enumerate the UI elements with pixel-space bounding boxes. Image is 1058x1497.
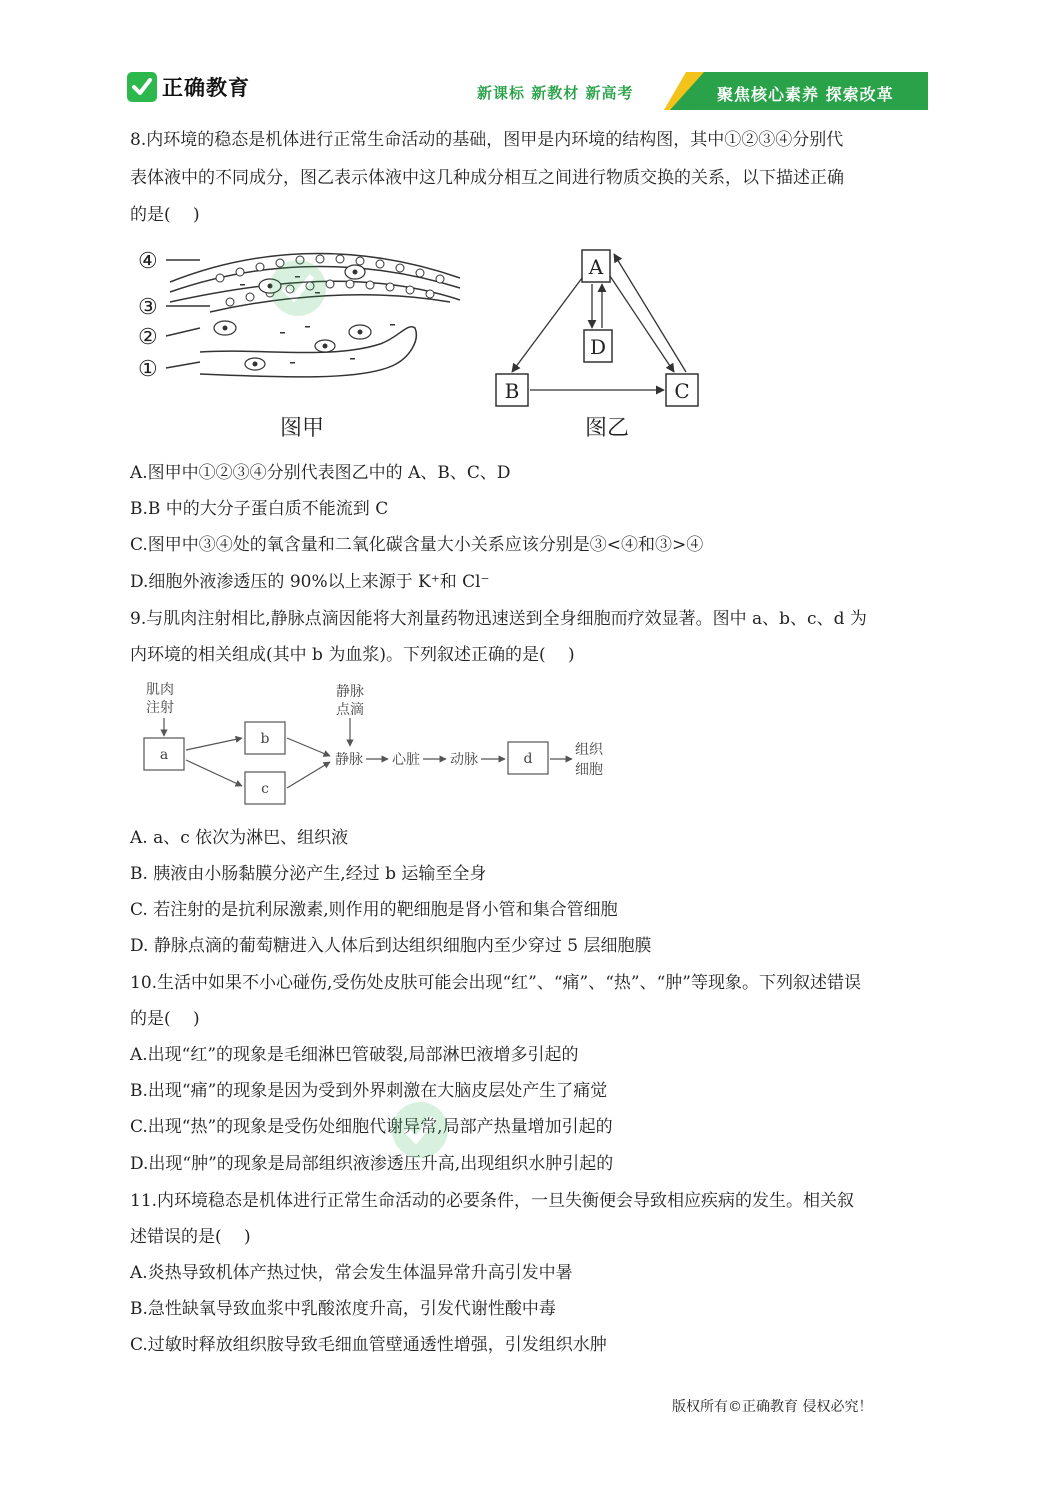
node-d-label: D bbox=[589, 335, 607, 359]
q8-option-b: B.B 中的大分子蛋白质不能流到 C bbox=[130, 499, 389, 519]
flow-drip-2: 点滴 bbox=[336, 702, 364, 718]
q8-option-a: A.图甲中①②③④分别代表图乙中的 A、B、C、D bbox=[130, 463, 511, 483]
fig-jia-label-1: ① bbox=[138, 357, 158, 382]
q8-stem-line3: 的是( ) bbox=[130, 205, 200, 225]
q9-option-a: A. a、c 依次为淋巴、组织液 bbox=[130, 828, 349, 848]
checkmark-icon bbox=[127, 72, 157, 102]
q9-stem-line2: 内环境的相关组成(其中 b 为血浆)。下列叙述正确的是( ) bbox=[130, 645, 575, 665]
slogan-right: 聚焦核心素养 探索改革 bbox=[717, 85, 894, 104]
fig-jia-label-4: ④ bbox=[138, 249, 158, 274]
q10-stem-line2: 的是( ) bbox=[130, 1009, 200, 1029]
brand-logo bbox=[127, 72, 250, 102]
q10-option-b: B.出现“痛”的现象是因为受到外界刺激在大脑皮层处产生了痛觉 bbox=[130, 1081, 608, 1101]
q9-stem-line1: 9.与肌肉注射相比,静脉点滴因能将大剂量药物迅速送到全身细胞而疗效显著。图中 a、b、c、d 为 bbox=[130, 609, 867, 629]
q10-option-a: A.出现“红”的现象是毛细淋巴管破裂,局部淋巴液增多引起的 bbox=[130, 1045, 579, 1065]
q11-stem-line2: 述错误的是( ) bbox=[130, 1227, 251, 1247]
flow-box-b: b bbox=[260, 731, 270, 747]
q11-option-c: C.过敏时释放组织胺导致毛细血管壁通透性增强，引发组织水肿 bbox=[130, 1335, 607, 1355]
flow-heart: 心脏 bbox=[392, 752, 420, 768]
flow-drip-1: 静脉 bbox=[336, 684, 364, 700]
flow-cell-2: 细胞 bbox=[575, 762, 603, 778]
q11-option-b: B.急性缺氧导致血浆中乳酸浓度升高，引发代谢性酸中毒 bbox=[130, 1299, 556, 1319]
fig-yi-caption: 图乙 bbox=[585, 416, 630, 441]
q9-option-c: C. 若注射的是抗利尿激素,则作用的靶细胞是肾小管和集合管细胞 bbox=[130, 900, 618, 920]
fig-jia-label-3: ③ bbox=[138, 295, 158, 320]
watermark-logo-icon-2 bbox=[390, 1100, 450, 1160]
q11-option-a: A.炎热导致机体产热过快，常会发生体温异常升高引发中暑 bbox=[130, 1263, 573, 1283]
node-c-label: C bbox=[674, 379, 690, 403]
flow-cell-1: 组织 bbox=[575, 742, 603, 758]
copyright-footer: 版权所有©正确教育 侵权必究！ bbox=[672, 1399, 873, 1415]
watermark-logo-icon bbox=[268, 258, 328, 318]
q8-option-c: C.图甲中③④处的氧含量和二氧化碳含量大小关系应该分别是③<④和③>④ bbox=[130, 535, 704, 555]
brand-name: 正确教育 bbox=[162, 76, 250, 100]
q8-option-d: D.细胞外液渗透压的 90%以上来源于 K⁺和 Cl⁻ bbox=[130, 572, 490, 592]
q9-option-b: B. 胰液由小肠黏膜分泌产生,经过 b 运输至全身 bbox=[130, 864, 487, 884]
flow-inject-2: 注射 bbox=[146, 700, 174, 716]
q9-option-d: D. 静脉点滴的葡萄糖进入人体后到达组织细胞内至少穿过 5 层细胞膜 bbox=[130, 936, 652, 956]
slogan-left: 新课标 新教材 新高考 bbox=[477, 84, 634, 102]
q10-stem-line1: 10.生活中如果不小心碰伤,受伤处皮肤可能会出现“红”、“痛”、“热”、“肿”等现象。下列叙述错误 bbox=[130, 973, 861, 993]
q10-option-d: D.出现“肿”的现象是局部组织液渗透压升高,出现组织水肿引起的 bbox=[130, 1154, 614, 1174]
flow-vein: 静脉 bbox=[335, 752, 363, 768]
flow-box-a: a bbox=[159, 747, 169, 763]
page-header bbox=[0, 0, 1058, 120]
flow-box-d: d bbox=[523, 751, 533, 767]
figure-yi bbox=[490, 240, 720, 445]
fig-jia-caption: 图甲 bbox=[280, 416, 325, 441]
flow-box-c: c bbox=[261, 781, 269, 797]
figure-q9-flow bbox=[130, 678, 620, 813]
flow-artery: 动脉 bbox=[450, 752, 478, 768]
q10-option-c: C.出现“热”的现象是受伤处细胞代谢异常,局部产热量增加引起的 bbox=[130, 1117, 613, 1137]
flow-inject-1: 肌肉 bbox=[146, 682, 174, 698]
fig-jia-label-2: ② bbox=[138, 325, 158, 350]
q8-stem-line2: 表体液中的不同成分，图乙表示体液中这几种成分相互之间进行物质交换的关系，以下描述正确 bbox=[130, 168, 844, 188]
q8-stem-line1: 8.内环境的稳态是机体进行正常生命活动的基础，图甲是内环境的结构图，其中①②③④分别代 bbox=[130, 130, 844, 150]
node-b-label: B bbox=[504, 379, 520, 403]
node-a-label: A bbox=[588, 255, 604, 279]
q11-stem-line1: 11.内环境稳态是机体进行正常生命活动的必要条件，一旦失衡便会导致相应疾病的发生。相关叙 bbox=[130, 1191, 855, 1211]
